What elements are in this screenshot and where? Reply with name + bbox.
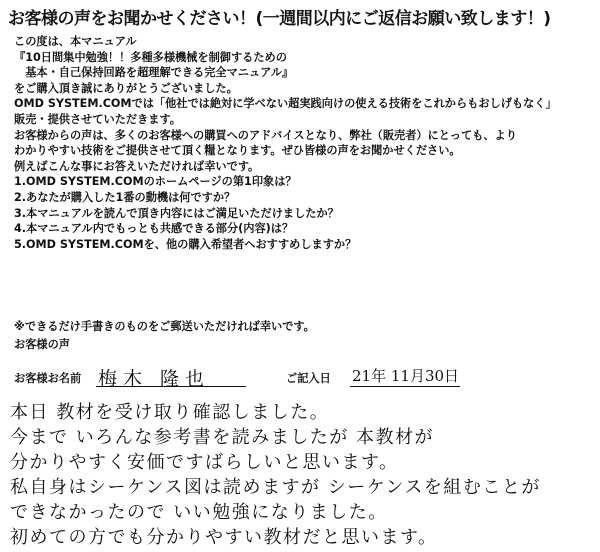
intro-line: 販売・提供させていただきます。 (14, 112, 181, 126)
question-item: 1.OMD SYSTEM.COMのホームページの第1印象は？ (14, 175, 297, 189)
intro-line: OMD SYSTEM.COMでは「他社では絶対に学べない超実践向けの使える技術をこれからもおしげもなく」 (14, 97, 557, 111)
comment-line: 私自身はシーケンス図は読めますが シーケンスを組むことが (10, 477, 541, 498)
handwriting-note: ※できるだけ手書きのものをご郵送いただければ幸いです。 (14, 320, 315, 333)
date-underline (350, 386, 460, 387)
intro-line: お客様からの声は、多くのお客様への購買へのアドバイスとなり、弊社（販売者）にとっても、より (14, 128, 517, 142)
comment-line: 分かりやすく安価ですばらしいと思います。 (10, 452, 399, 473)
customer-voice-label: お客様の声 (14, 338, 70, 351)
intro-line: 基本・自己保持回路を超理解できる完全マニュアル』 (14, 66, 294, 80)
name-label: お客様お名前 (14, 372, 82, 385)
handwritten-comment[interactable] (10, 400, 596, 550)
comment-line: 初めての方でも分かりやすい教材だと思います。 (10, 527, 438, 548)
intro-line: 『10日間集中勉強！！多種多様機械を制御するための (14, 50, 287, 64)
comment-line: 本日 教材を受け取り確認しました。 (10, 402, 330, 423)
date-label: ご記入日 (286, 372, 331, 385)
name-field[interactable]: 梅木 隆也 (98, 368, 211, 390)
date-field[interactable]: 21年 11月30日 (352, 367, 460, 385)
intro-line: 例えばこんな事にお答えいただければ幸いです。 (14, 159, 260, 173)
intro-line: わかりやすい技術をご提供させて頂く糧となります。ぜひ皆様の声をお聞かせください。 (14, 144, 461, 158)
question-item: 2.あなたが購入した1番の動機は何ですか？ (14, 190, 236, 204)
customer-info-row (14, 364, 594, 392)
form-title: お客様の声をお聞かせください！(一週間以内にご返信お願い致します！) (8, 9, 551, 29)
comment-line: 今まで いろんな参考書を読みましたが 本教材が (10, 427, 434, 448)
comment-line: できなかったので いい勉強になりました。 (10, 502, 388, 523)
intro-text (14, 34, 600, 252)
intro-line: この度は、本マニュアル (14, 35, 137, 48)
question-item: 3.本マニュアルを読んで頂き内容にはご満足いただけましたか？ (14, 206, 339, 220)
question-item: 5.OMD SYSTEM.COMを、他の購入希望者へおすすめしますか？ (14, 237, 357, 251)
name-underline (96, 386, 246, 387)
question-item: 4.本マニュアル内でもっとも共感できる部分(内容)は？ (14, 222, 294, 236)
intro-line: をご購入頂き誠にありがとうございました。 (14, 81, 238, 95)
